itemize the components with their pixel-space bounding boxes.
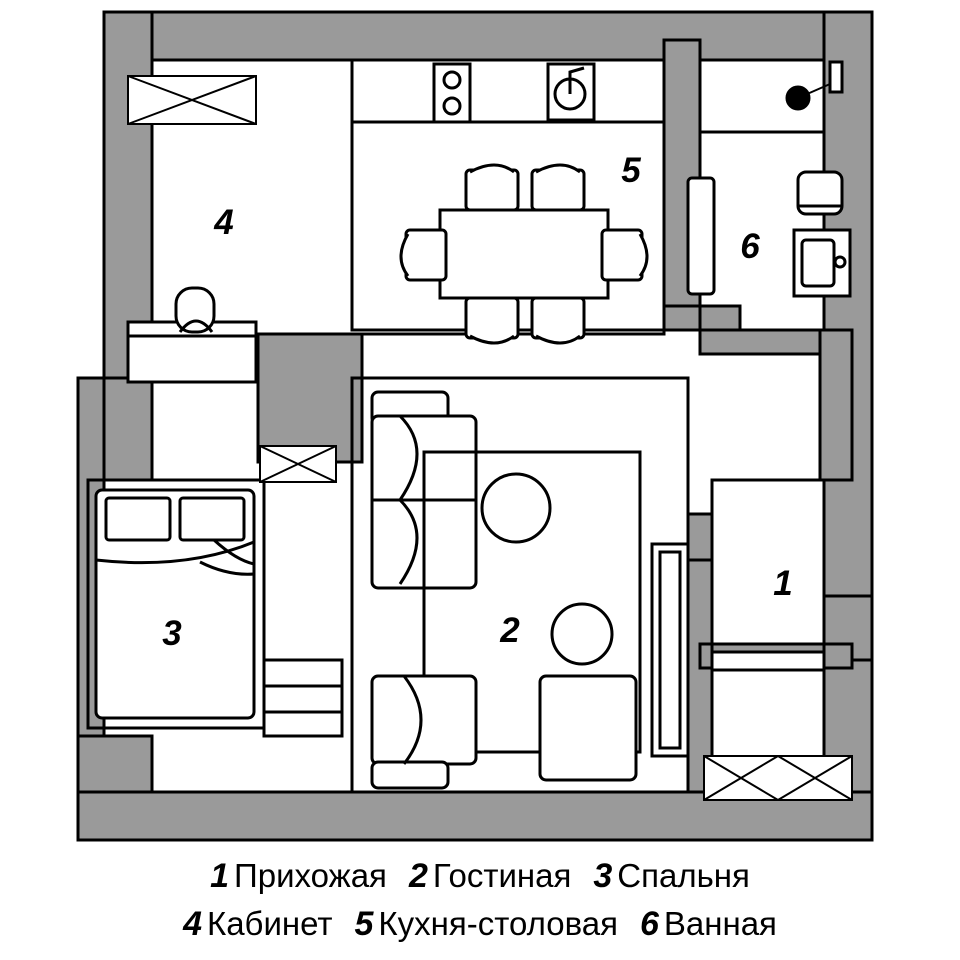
chair: [532, 298, 584, 343]
legend-item-5: [355, 900, 640, 948]
legend-number: 3: [593, 857, 613, 895]
bedroom-furniture: [96, 490, 342, 736]
chair: [466, 298, 518, 343]
legend: [0, 852, 960, 948]
legend-number: 2: [408, 857, 428, 895]
legend-label: Гостиная: [432, 857, 572, 894]
legend-item-3: [593, 852, 750, 900]
chair: [466, 165, 518, 210]
legend-row-1: [0, 852, 960, 900]
door-bedroom: [260, 446, 336, 482]
room-number-1: 1: [773, 564, 793, 603]
legend-item-6: [640, 900, 777, 948]
living-furniture: [372, 392, 640, 788]
legend-label: Спальня: [617, 857, 750, 894]
legend-label: Кабинет: [206, 905, 333, 942]
room-number-2: 2: [500, 611, 520, 650]
sink-icon: [548, 64, 594, 120]
legend-label: Ванная: [663, 905, 777, 942]
legend-item-1: [210, 852, 409, 900]
legend-item-4: [183, 900, 354, 948]
legend-label: Прихожая: [234, 857, 387, 894]
room-number-4: 4: [214, 203, 234, 242]
room-number-5: 5: [621, 151, 641, 190]
stove-icon: [434, 64, 470, 122]
window-office: [128, 76, 256, 124]
kitchen-furniture: [352, 60, 664, 122]
room-number-3: 3: [162, 614, 182, 653]
legend-label: Кухня-столовая: [378, 905, 618, 942]
chair: [602, 230, 647, 280]
chair: [401, 230, 446, 280]
door-entry: [704, 756, 852, 800]
dining-set: [401, 165, 647, 343]
desk-chair: [176, 288, 214, 332]
legend-row-2: [0, 900, 960, 948]
legend-item-2: [409, 852, 593, 900]
legend-number: 1: [210, 857, 230, 895]
chair: [532, 165, 584, 210]
room-number-6: 6: [740, 227, 760, 266]
legend-number: 4: [183, 905, 202, 943]
legend-number: 5: [354, 905, 374, 943]
legend-number: 6: [639, 905, 659, 943]
